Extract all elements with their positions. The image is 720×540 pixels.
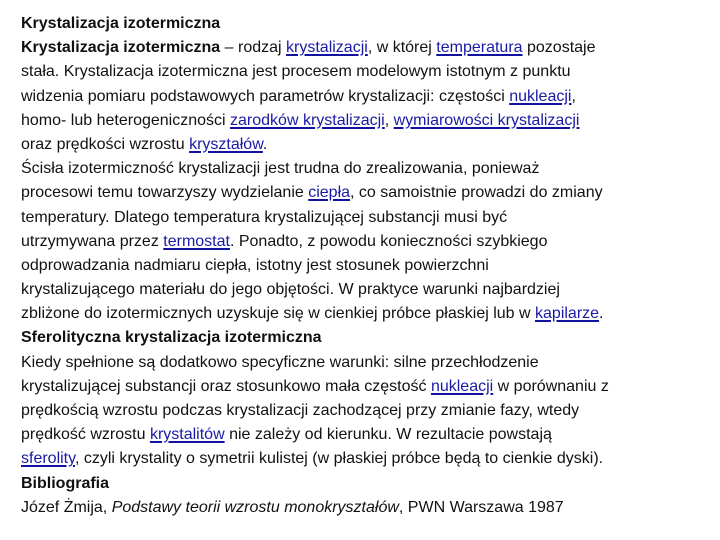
text-line (21, 254, 711, 278)
text-line (21, 399, 711, 423)
body-text: widzenia pomiaru podstawowych parametrów krystalizacji: częstości (21, 87, 510, 105)
body-text: – rodzaj (220, 39, 287, 57)
wiki-link[interactable]: kapilarze (535, 305, 600, 323)
body-text: , czyli krystality o symetrii kulistej (w płaskiej próbce będą to cienkie dyski). (74, 450, 604, 468)
body-text: . (599, 305, 604, 323)
text-line (21, 109, 711, 133)
text-line (21, 230, 711, 254)
text-line (21, 36, 711, 60)
body-text: procesowi temu towarzyszy wydzielanie (21, 184, 309, 202)
text-line (21, 12, 711, 36)
text-line (21, 157, 711, 181)
text-line (21, 181, 711, 205)
body-text: nie zależy od kierunku. W rezultacie powstają (224, 426, 552, 444)
body-text: . (262, 135, 268, 153)
heading-text: Sferolityczna krystalizacja izotermiczna (21, 329, 322, 347)
text-line (21, 302, 711, 326)
text-line (21, 496, 711, 520)
body-text: prędkością wzrostu podczas krystalizacji zachodzącej przy zmianie fazy, wtedy (21, 402, 580, 419)
body-text: odprowadzania nadmiaru ciepła, istotny jest stosunek powierzchni (21, 256, 489, 274)
body-text: Józef Żmija, (21, 498, 112, 516)
wiki-link[interactable]: zarodków krystalizacji (230, 111, 385, 129)
text-line (21, 326, 711, 350)
body-text: krystalizującej substancji oraz stosunkowo mała częstość (21, 377, 431, 395)
heading-text: Bibliografia (21, 474, 110, 492)
text-line (21, 423, 711, 447)
wiki-link[interactable]: termostat (163, 232, 230, 250)
body-text: . Ponadto, z powodu konieczności szybkiego (229, 232, 548, 250)
text-line (21, 472, 711, 496)
body-text: Ścisła izotermiczność krystalizacji jest trudna do zrealizowania, ponieważ (21, 160, 540, 178)
heading-text: Krystalizacja izotermiczna (21, 15, 221, 32)
wiki-link[interactable]: sferolity (21, 450, 75, 468)
text-line (21, 85, 711, 109)
wiki-link[interactable]: krystalizacji (286, 39, 368, 57)
body-text: prędkość wzrostu (21, 426, 150, 444)
body-text: , co samoistnie prowadzi do zmiany (350, 184, 603, 202)
text-line (21, 60, 711, 84)
wiki-link[interactable]: kryształów (189, 135, 263, 153)
body-text: utrzymywana przez (21, 232, 164, 250)
body-text: homo- lub heterogeniczności (21, 111, 231, 129)
wiki-link[interactable]: nukleacji (430, 377, 494, 395)
wiki-link[interactable]: temperatura (436, 39, 523, 57)
body-text: oraz prędkości wzrostu (21, 135, 190, 153)
body-text: , (384, 111, 394, 129)
body-text: stała. Krystalizacja izotermiczna jest procesem modelowym istotnym z punktu (21, 63, 571, 81)
body-text: zbliżone do izotermicznych uzyskuje się w cienkiej próbce płaskiej lub w (21, 305, 536, 323)
text-line (21, 447, 711, 471)
body-text: , (571, 87, 576, 105)
body-text: temperatury. Dlatego temperatura krystalizującej substancji musi być (21, 208, 508, 226)
text-line (21, 278, 711, 302)
body-text: , PWN Warszawa 1987 (398, 498, 564, 516)
body-text: , w której (367, 39, 437, 57)
wiki-link[interactable]: nukleacji (509, 87, 572, 105)
heading-text: Krystalizacja izotermiczna (21, 39, 221, 57)
text-line (21, 351, 711, 375)
body-text: krystalizującego materiału do jego objętości. W praktyce warunki najbardziej (21, 281, 560, 299)
text-line (21, 375, 711, 399)
text-line (21, 206, 711, 230)
text-line (21, 133, 711, 157)
wiki-link[interactable]: wymiarowości krystalizacji (393, 111, 580, 129)
book-title: Podstawy teorii wzrostu monokryształów (111, 498, 399, 516)
body-text: w porównaniu z (493, 377, 609, 395)
wiki-link[interactable]: krystalitów (149, 426, 225, 444)
wiki-link[interactable]: ciepła (308, 184, 351, 202)
body-text: pozostaje (522, 39, 596, 57)
document-body (21, 12, 711, 520)
body-text: Kiedy spełnione są dodatkowo specyficzne warunki: silne przechłodzenie (21, 353, 539, 371)
